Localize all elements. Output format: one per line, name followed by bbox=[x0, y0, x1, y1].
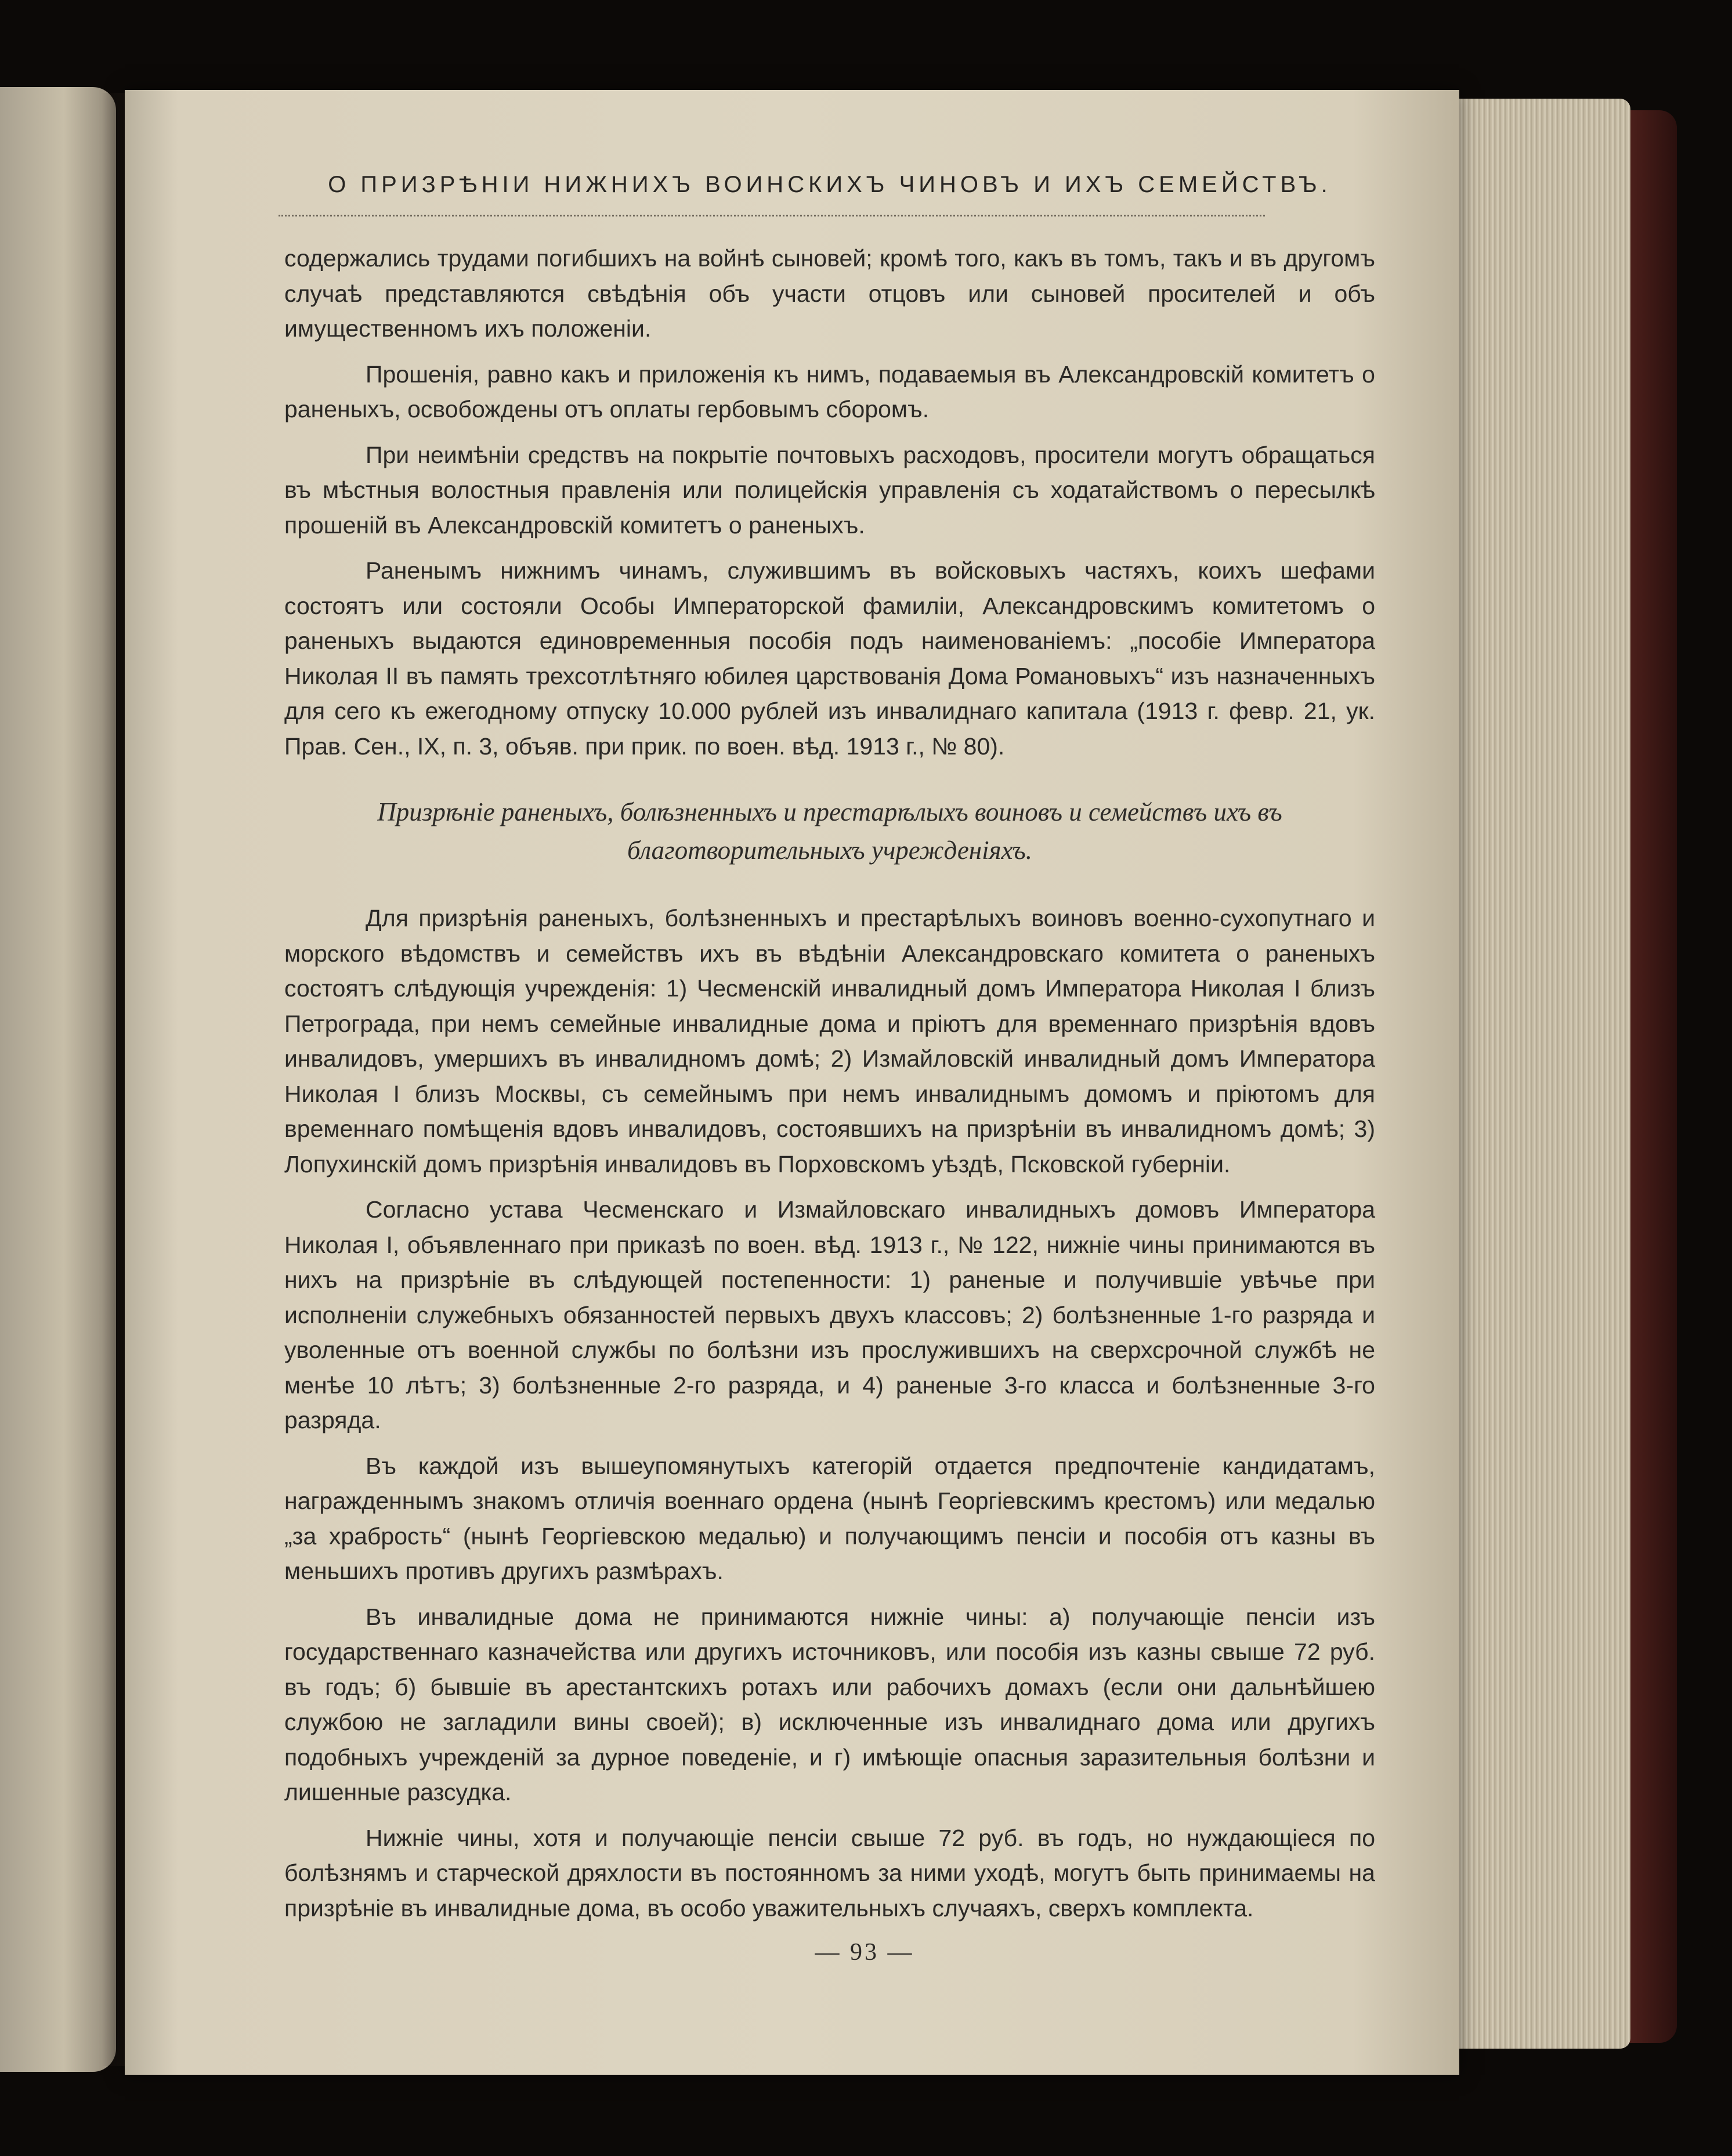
left-page-edge bbox=[0, 87, 116, 2072]
paragraph: Согласно устава Чесменскаго и Измайловскаго инвалидныхъ домовъ Императора Николая I, объявленнаго при приказѣ по воен. вѣд. 1913 г., № 122, нижніе чины принимаются въ нихъ на призрѣніе въ слѣдующей постепенности: 1) раненые и получившіе увѣчье при исполненіи служебныхъ обязанностей первыхъ двухъ классовъ; 2) болѣзненные 1-го разряда и уволенные отъ военной службы по болѣзни изъ прослужившихъ на сверхсрочной службѣ не менѣе 10 лѣтъ; 3) болѣзненные 2-го разряда, и 4) раненые 3-го класса и болѣзненные 3-го разряда. bbox=[284, 1196, 1375, 1433]
paragraph: Прошенія, равно какъ и приложенія къ нимъ, подаваемыя въ Александровскій комитетъ о раненыхъ, освобождены отъ оплаты гербовымъ сборомъ. bbox=[284, 360, 1375, 422]
paragraph: Въ каждой изъ вышеупомянутыхъ категорій отдается предпочтеніе кандидатамъ, награжденнымъ знакомъ отличія военнаго ордена (нынѣ Георгіевскимъ крестомъ) или медалью „за храбрость“ (нынѣ Георгіевскою медалью) и получающимъ пенсіи и пособія отъ казны въ меньшихъ противъ другихъ размѣрахъ. bbox=[284, 1452, 1375, 1584]
paragraph: Для призрѣнія раненыхъ, болѣзненныхъ и престарѣлыхъ воиновъ военно-сухопутнаго и морского вѣдомствъ и семействъ ихъ въ вѣдѣніи Александровскаго комитета о раненыхъ состоятъ слѣдующія учрежденія: 1) Чесменскій инвалидный домъ Императора Николая I близъ Петрограда, при немъ семейные инвалидные дома и пріютъ для временнаго призрѣнія вдовъ инвалидовъ, умершихъ въ инвалидномъ домѣ; 2) Измайловскій инвалидный домъ Императора Николая I близъ Москвы, съ семейнымъ при немъ инвалиднымъ домомъ и пріютомъ для временнаго помѣщенія вдовъ инвалидовъ, состоявшихъ на призрѣніи въ инвалидномъ домѣ; 3) Лопухинскій домъ призрѣнія инвалидовъ въ Порховскомъ уѣздѣ, Псковской губерніи. bbox=[284, 905, 1375, 1178]
paragraph: содержались трудами погибшихъ на войнѣ сыновей; кромѣ того, какъ въ томъ, такъ и въ другомъ случаѣ представляются свѣдѣнія объ участи отцовъ или сыновей просителей и объ имущественномъ ихъ положеніи. bbox=[284, 245, 1375, 342]
page-body bbox=[284, 241, 1375, 1936]
paragraph: При неимѣніи средствъ на покрытіе почтовыхъ расходовъ, просители могутъ обращаться въ мѣстныя волостныя правленія или полицейскія управленія съ ходатайствомъ о пересылкѣ прошеній въ Александровскій комитетъ о раненыхъ. bbox=[284, 441, 1375, 539]
section-heading: Призрѣніе раненыхъ, болѣзненныхъ и престарѣлыхъ воиновъ и семействъ ихъ въ благотворительныхъ учрежденіяхъ. bbox=[377, 797, 1282, 865]
header-rule bbox=[279, 208, 1265, 216]
page-stack-edges bbox=[1439, 99, 1630, 2049]
paragraph: Раненымъ нижнимъ чинамъ, служившимъ въ войсковыхъ частяхъ, коихъ шефами состоятъ или состояли Особы Императорской фамиліи, Александровскимъ комитетомъ о раненыхъ выдаются единовременныя пособія подъ наименованіемъ: „пособіе Императора Николая II въ память трехсотлѣтняго юбилея царствованія Дома Романовыхъ“ изъ назначенныхъ для сего къ ежегодному отпуску 10.000 рублей изъ инвалиднаго капитала (1913 г. февр. 21, ук. Прав. Сен., IX, п. 3, объяв. при прик. по воен. вѣд. 1913 г., № 80). bbox=[284, 557, 1375, 760]
paragraph: Въ инвалидные дома не принимаются нижніе чины: а) получающіе пенсіи изъ государственнаго казначейства или другихъ источниковъ, или пособія изъ казны свыше 72 руб. въ годъ; б) бывшіе въ арестантскихъ ротахъ или рабочихъ домахъ (если они дальнѣйшею службою не загладили вины своей); в) исключенные изъ инвалиднаго дома или другихъ подобныхъ учрежденій за дурное поведеніе, и г) имѣющіе опасныя заразительныя болѣзни и лишенные разсудка. bbox=[284, 1603, 1375, 1805]
running-header: О ПРИЗРѢНІИ НИЖНИХЪ ВОИНСКИХЪ ЧИНОВЪ И ИХЪ СЕМЕЙСТВЪ. bbox=[328, 172, 1332, 197]
page-number: — 93 — bbox=[815, 1939, 914, 1966]
paragraph: Нижніе чины, хотя и получающіе пенсіи свыше 72 руб. въ годъ, но нуждающіеся по болѣзнямъ и старческой дряхлости въ постоянномъ за ними уходѣ, могутъ быть принимаемы на призрѣніе въ инвалидные дома, въ особо уважительныхъ случаяхъ, сверхъ комплекта. bbox=[284, 1824, 1375, 1922]
